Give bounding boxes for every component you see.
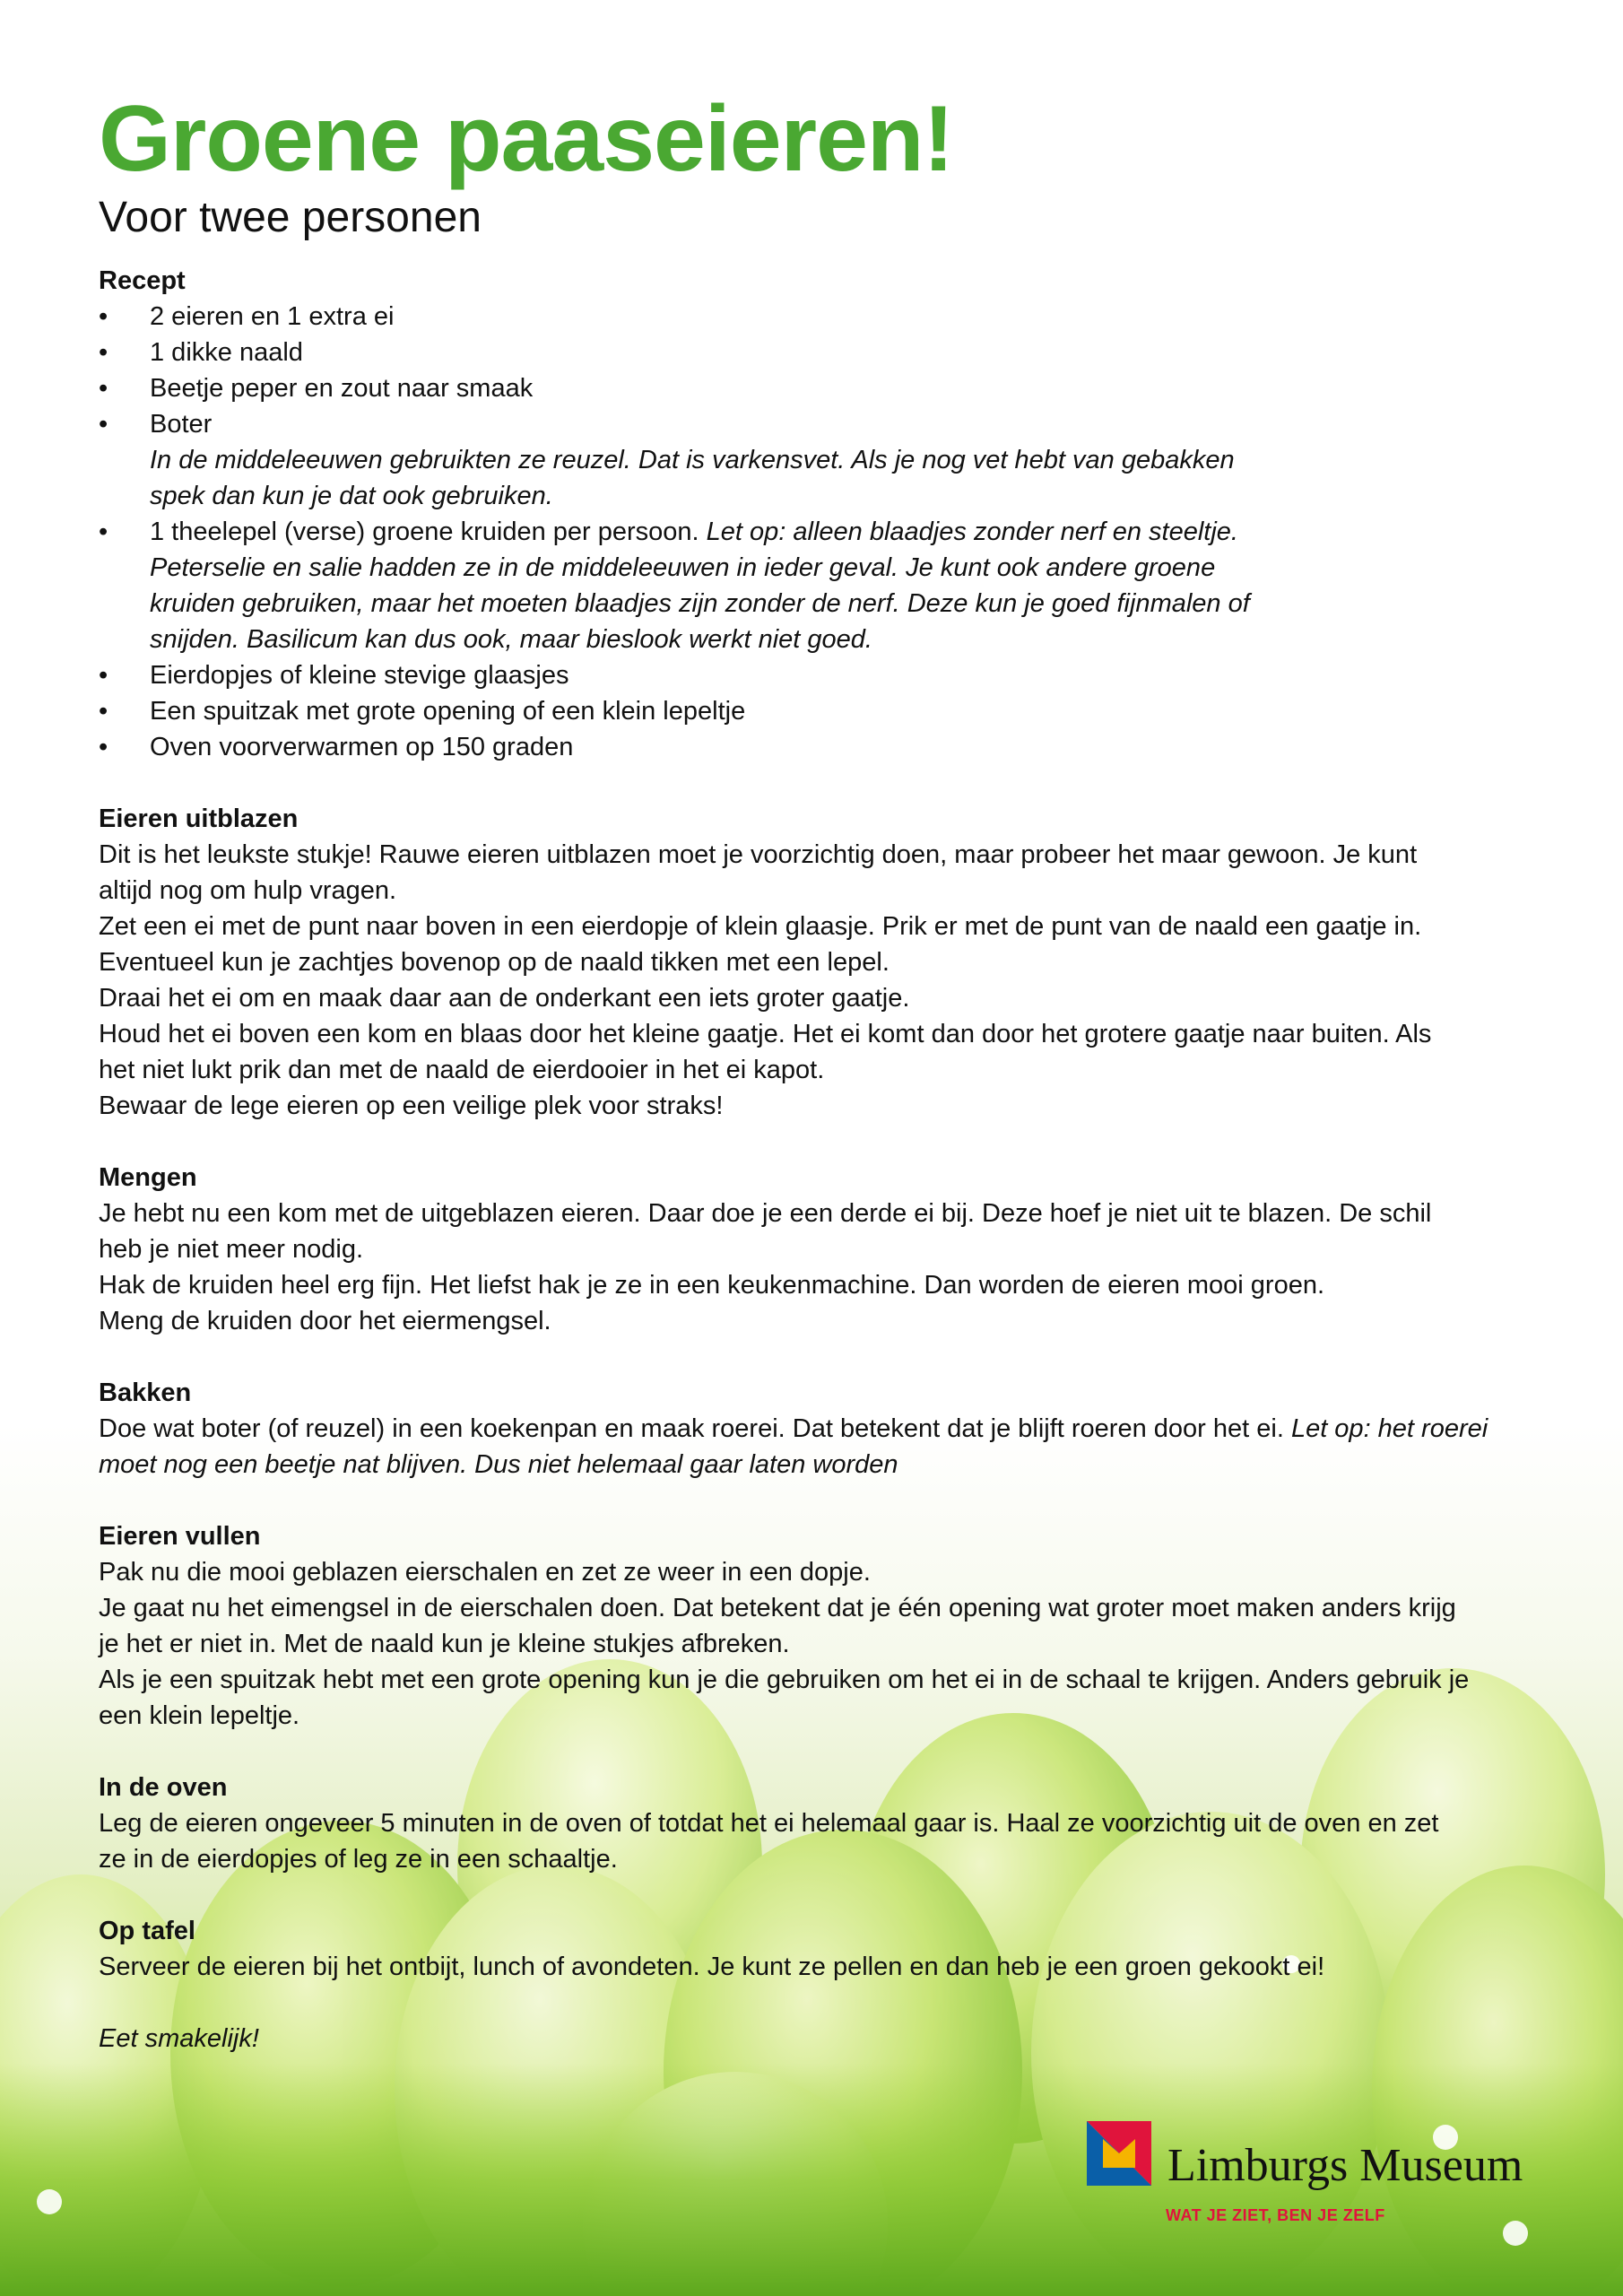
list-item: • 1 dikke naald	[99, 335, 1497, 370]
closing-text: Eet smakelijk!	[99, 2024, 259, 2053]
page-subtitle: Voor twee personen	[99, 194, 482, 241]
list-item: • Een spuitzak met grote opening of een klein lepeltje	[99, 693, 1497, 729]
section-heading: Op tafel	[99, 1917, 195, 1945]
paragraph: Doe wat boter (of reuzel) in een koekenpan en maak roerei. Dat betekent dat je blijft roeren door het ei. Let op: het roerei moet nog een beetje nat blijven. Dus niet helemaal gaar laten worden	[99, 1414, 1488, 1479]
item-note: Let op: alleen blaadjes zonder nerf en steeltje. Peterselie en salie hadden ze in de middeleeuwen in ieder geval. Je kunt ook andere groene kruiden gebruiken, maar het moeten blaadjes zijn zonder de nerf. Deze kun je goed fijnmalen of snijden. Basilicum kan dus ook, maar bieslook werkt niet goed.	[150, 517, 1250, 654]
bullet-icon: •	[99, 338, 108, 367]
paragraph: Hak de kruiden heel erg fijn. Het liefst hak je ze in een keukenmachine. Dan worden de eieren mooi groen.	[99, 1271, 1325, 1300]
paragraph: Zet een ei met de punt naar boven in een eierdopje of klein glaasje. Prik er met de punt van de naald een gaatje in. Eventueel kun je zachtjes bovenop op de naald tikken met een lepel.	[99, 912, 1422, 977]
paragraph: Je gaat nu het eimengsel in de eierschalen doen. Dat betekent dat je één opening wat groter moet maken anders krijg je het er niet in. Met de naald kun je kleine stukjes afbreken.	[99, 1594, 1456, 1658]
section-heading: In de oven	[99, 1773, 228, 1802]
list-item: • 1 theelepel (verse) groene kruiden per persoon. Let op: alleen blaadjes zonder nerf en steeltje. Peterselie en salie hadden ze in de middeleeuwen in ieder geval. Je kunt ook andere groene kruiden gebruiken, maar het moeten blaadjes zijn zonder de nerf. Deze kun je goed fijnmalen of snijden. Basilicum kan dus ook, maar bieslook werkt niet goed.	[99, 514, 1497, 657]
list-item: • Eierdopjes of kleine stevige glaasjes	[99, 657, 1497, 693]
section-eieren-uitblazen	[99, 801, 1497, 1124]
section-heading: Bakken	[99, 1378, 192, 1407]
section-recept	[99, 263, 1497, 765]
section-op-tafel	[99, 1913, 1497, 1985]
bullet-icon: •	[99, 302, 108, 331]
page-title: Groene paaseieren!	[99, 87, 954, 191]
paragraph: Draai het ei om en maak daar aan de onderkant een iets groter gaatje.	[99, 984, 910, 1013]
paragraph: Houd het ei boven een kom en blaas door het kleine gaatje. Het ei komt dan door het grotere gaatje naar buiten. Als het niet lukt prik dan met de naald de eierdooier in het ei kapot.	[99, 1020, 1432, 1084]
list-item: • Oven voorverwarmen op 150 graden	[99, 729, 1497, 765]
paragraph: Meng de kruiden door het eiermengsel.	[99, 1307, 551, 1335]
bullet-icon: •	[99, 410, 108, 439]
recipe-document	[99, 85, 1497, 2057]
paragraph: Bewaar de lege eieren op een veilige plek voor straks!	[99, 1091, 724, 1120]
bullet-icon: •	[99, 733, 108, 761]
museum-name: Limburgs Museum	[1167, 2140, 1523, 2191]
bullet-icon: •	[99, 697, 108, 726]
item-note: In de middeleeuwen gebruikten ze reuzel. Dat is varkensvet. Als je nog vet hebt van gebakken spek dan kun je dat ook gebruiken.	[150, 446, 1235, 510]
ingredient-list	[99, 299, 1497, 765]
museum-tagline: WAT JE ZIET, BEN JE ZELF	[1166, 2206, 1385, 2224]
section-heading: Recept	[99, 266, 186, 295]
section-heading: Eieren vullen	[99, 1522, 261, 1551]
paragraph: Serveer de eieren bij het ontbijt, lunch of avondeten. Je kunt ze pellen en dan heb je een groen gekookt ei!	[99, 1952, 1325, 1981]
italic-note: Let op: het roerei moet nog een beetje nat blijven. Dus niet helemaal gaar laten worden	[99, 1414, 1488, 1479]
paragraph: Je hebt nu een kom met de uitgeblazen eieren. Daar doe je een derde ei bij. Deze hoef je niet uit te blazen. De schil heb je niet meer nodig.	[99, 1199, 1432, 1264]
section-eieren-vullen	[99, 1518, 1497, 1734]
section-heading: Eieren uitblazen	[99, 804, 299, 833]
section-mengen	[99, 1160, 1497, 1339]
section-bakken	[99, 1375, 1497, 1483]
bullet-icon: •	[99, 374, 108, 403]
paragraph: Pak nu die mooi geblazen eierschalen en zet ze weer in een dopje.	[99, 1558, 871, 1587]
list-item: • Beetje peper en zout naar smaak	[99, 370, 1497, 406]
list-item: • Boter In de middeleeuwen gebruikten ze reuzel. Dat is varkensvet. Als je nog vet hebt van gebakken spek dan kun je dat ook gebruiken.	[99, 406, 1497, 514]
section-in-de-oven	[99, 1770, 1497, 1877]
list-item: • 2 eieren en 1 extra ei	[99, 299, 1497, 335]
paragraph: Dit is het leukste stukje! Rauwe eieren uitblazen moet je voorzichtig doen, maar probeer het maar gewoon. Je kunt altijd nog om hulp vragen.	[99, 840, 1418, 905]
museum-logo	[1087, 2121, 1535, 2229]
museum-logo-mark-icon	[1087, 2121, 1151, 2186]
bullet-icon: •	[99, 517, 108, 546]
paragraph: Als je een spuitzak hebt met een grote opening kun je die gebruiken om het ei in de schaal te krijgen. Anders gebruik je een klein lepeltje.	[99, 1665, 1470, 1730]
paragraph: Leg de eieren ongeveer 5 minuten in de oven of totdat het ei helemaal gaar is. Haal ze voorzichtig uit de oven en zet ze in de eierdopjes of leg ze in een schaaltje.	[99, 1809, 1439, 1874]
section-heading: Mengen	[99, 1163, 197, 1192]
bullet-icon: •	[99, 661, 108, 690]
